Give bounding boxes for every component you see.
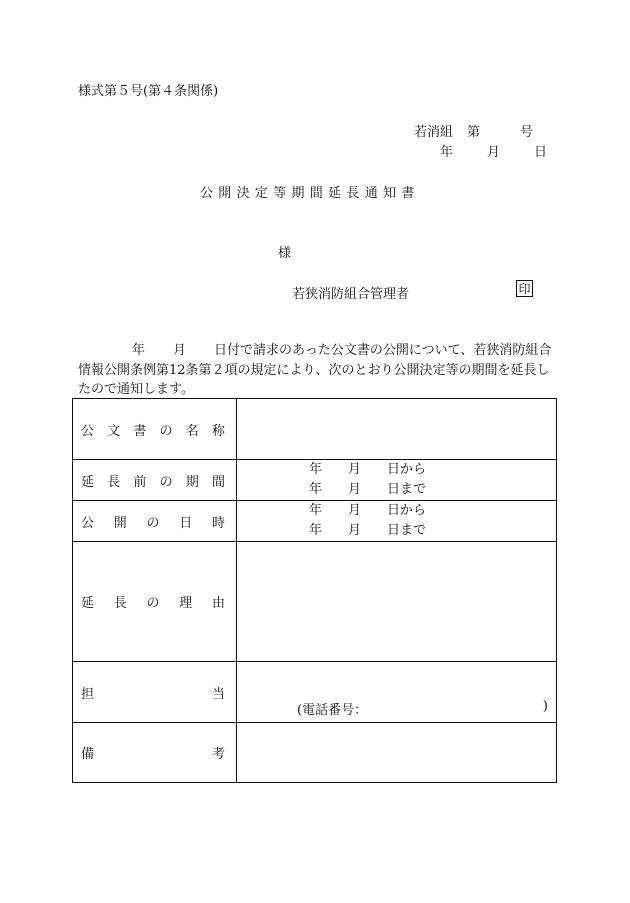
table-row-extension-reason [73,542,557,662]
date-month: 月 [487,145,501,160]
phone-number-line: (電話番号： ) [297,699,548,718]
table-row-period-before [73,460,557,501]
table-row-disclosure-datetime [73,501,557,542]
period-from: 年 月 日から [309,462,427,477]
disclosure-datetime-field[interactable] [237,501,557,542]
issuer-name: 若狭消防組合管理者 [292,287,410,302]
remarks-field[interactable] [237,723,557,783]
date-year: 年 [440,145,454,160]
row-label: 公 文 書 の 名 称 [81,423,225,439]
reference-number [414,121,533,140]
notice-table [72,398,557,783]
body-text: 日付で請求のあった公文書の公開について、若狭消防組合情報公開条例第12条第２項の規定により、次のとおり公開決定等の期間を延長したので通知します。 [78,343,552,397]
body-year: 年 [132,343,146,358]
contact-field[interactable] [237,662,557,723]
period-before-field[interactable] [237,460,557,501]
document-title: 公開決定等期間延長通知書 [200,186,420,201]
extension-reason-field[interactable] [237,542,557,662]
ref-go: 号 [520,125,534,140]
row-label: 公 開 の 日 時 [81,515,225,531]
form-code: 様式第５号(第４条関係) [78,84,219,99]
body-paragraph [78,341,558,400]
table-row-remarks [73,723,557,783]
body-month: 月 [173,343,187,358]
ref-dai: 第 [467,125,481,140]
date-day: 日 [534,145,548,160]
row-label: 延 長 の 理 由 [81,596,225,611]
table-row-document-name [73,399,557,460]
issue-date [440,141,547,160]
period-to: 年 月 日まで [309,523,427,538]
row-label: 備 考 [81,747,225,762]
document-name-field[interactable] [237,399,557,460]
seal-mark: 印 [516,280,533,297]
ref-prefix: 若消組 [414,125,454,140]
row-label: 延 長 前 の 期 間 [81,474,225,490]
period-to: 年 月 日まで [309,482,427,497]
period-from: 年 月 日から [309,503,427,518]
table-row-contact [73,662,557,723]
recipient-honorific: 様 [278,246,292,261]
row-label: 担 当 [81,686,225,702]
